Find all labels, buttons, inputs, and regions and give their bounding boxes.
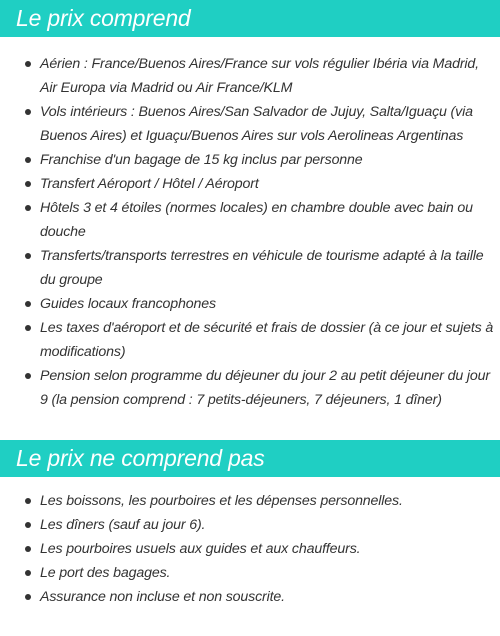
excluded-list <box>0 477 500 609</box>
list-item <box>0 537 500 561</box>
bullet-icon <box>25 325 31 331</box>
list-item <box>0 196 500 244</box>
list-item <box>0 52 500 100</box>
list-item-text: Guides locaux francophones <box>40 296 216 312</box>
list-item <box>0 513 500 537</box>
list-item-text: Franchise d'un bagage de 15 kg inclus par personne <box>40 152 363 168</box>
list-item <box>0 316 500 364</box>
excluded-heading: Le prix ne comprend pas <box>0 440 500 477</box>
list-item-text: Les boissons, les pourboires et les dépenses personnelles. <box>40 493 403 509</box>
list-item <box>0 585 500 609</box>
bullet-icon <box>25 594 31 600</box>
list-item-text: Transfert Aéroport / Hôtel / Aéroport <box>40 176 259 192</box>
bullet-icon <box>25 157 31 163</box>
bullet-icon <box>25 109 31 115</box>
list-item-text: Assurance non incluse et non souscrite. <box>40 589 285 605</box>
bullet-icon <box>25 373 31 379</box>
list-item-text: Aérien : France/Buenos Aires/France sur vols régulier Ibéria via Madrid, Air Europa via Madrid ou Air France/KLM <box>40 56 479 96</box>
bullet-icon <box>25 181 31 187</box>
bullet-icon <box>25 301 31 307</box>
bullet-icon <box>25 205 31 211</box>
list-item <box>0 364 500 412</box>
list-item-text: Les taxes d'aéroport et de sécurité et frais de dossier (à ce jour et sujets à modifications) <box>40 320 494 360</box>
list-item <box>0 172 500 196</box>
bullet-icon <box>25 61 31 67</box>
list-item-text: Vols intérieurs : Buenos Aires/San Salvador de Jujuy, Salta/Iguaçu (via Buenos Aires) et Iguaçu/Buenos Aires sur vols Aerolineas Argentinas <box>40 104 473 144</box>
list-item <box>0 148 500 172</box>
list-item-text: Les pourboires usuels aux guides et aux chauffeurs. <box>40 541 361 557</box>
list-item-text: Le port des bagages. <box>40 565 171 581</box>
list-item-text: Les dîners (sauf au jour 6). <box>40 517 206 533</box>
list-item <box>0 561 500 585</box>
bullet-icon <box>25 546 31 552</box>
list-item-text: Pension selon programme du déjeuner du jour 2 au petit déjeuner du jour 9 (la pension comprend : 7 petits-déjeuners, 7 déjeuners, 1 dîner) <box>40 368 490 408</box>
list-item <box>0 100 500 148</box>
included-heading: Le prix comprend <box>0 0 500 37</box>
bullet-icon <box>25 498 31 504</box>
bullet-icon <box>25 522 31 528</box>
list-item-text: Hôtels 3 et 4 étoiles (normes locales) en chambre double avec bain ou douche <box>40 200 473 240</box>
bullet-icon <box>25 253 31 259</box>
list-item <box>0 292 500 316</box>
bullet-icon <box>25 570 31 576</box>
list-item-text: Transferts/transports terrestres en véhicule de tourisme adapté à la taille du groupe <box>40 248 484 288</box>
list-item <box>0 244 500 292</box>
excluded-section <box>0 440 500 609</box>
included-list <box>0 37 500 412</box>
list-item <box>0 489 500 513</box>
